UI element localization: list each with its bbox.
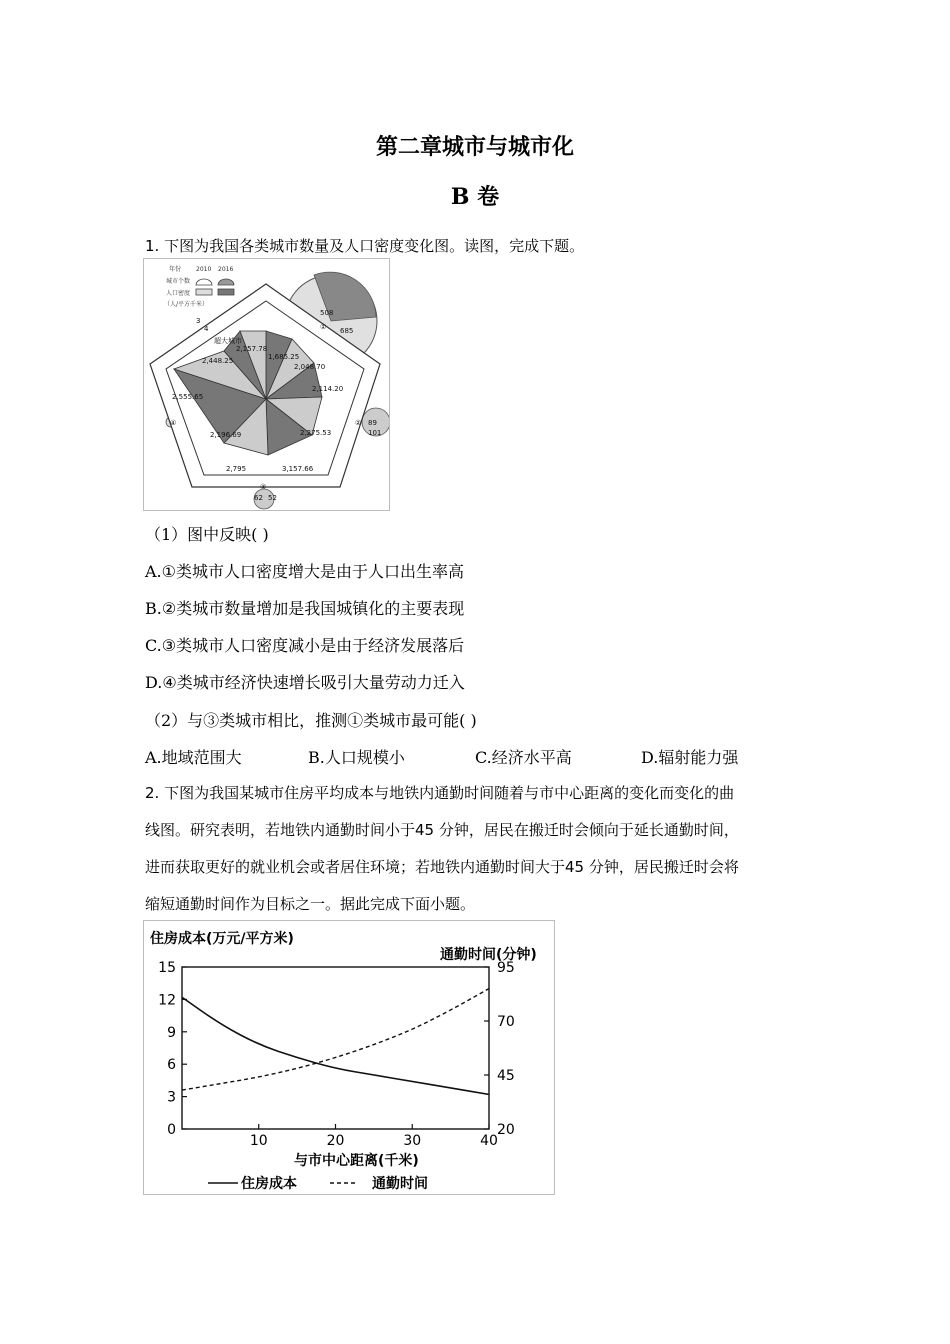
count-3b: 52	[268, 494, 277, 502]
legend-commute-time: 通勤时间	[372, 1176, 428, 1192]
city-1-marker: ①	[320, 323, 327, 331]
series-line-0	[182, 997, 489, 1094]
sub2-option-d: D.辐射能力强	[641, 748, 739, 767]
question-1-stem: 1. 下图为我国各类城市数量及人口密度变化图。读图，完成下题。	[145, 237, 585, 255]
question-2-line-2: 线图。研究表明，若地铁内通勤时间小于45 分钟，居民在搬迁时会倾向于延长通勤时间，	[145, 821, 739, 839]
x-tick-label-3: 40	[480, 1133, 498, 1149]
y2-tick-label-2: 70	[497, 1014, 515, 1030]
chart-legend	[208, 1175, 428, 1192]
sub2-option-b: B.人口规模小	[308, 748, 405, 767]
density-g: 2,196.69	[210, 431, 242, 439]
x-tick-label-2: 30	[403, 1133, 422, 1149]
sub1-option-c: C.③类城市人口密度减小是由于经济发展落后	[145, 636, 465, 655]
density-b: 1,685.25	[268, 353, 300, 361]
y2-tick-label-3: 95	[497, 960, 515, 976]
y-tick-label-4: 12	[158, 992, 176, 1009]
housing-commute-chart	[143, 920, 555, 1195]
count-2b: 101	[368, 429, 382, 437]
density-i: 2,795	[226, 465, 247, 473]
sub1-option-d: D.④类城市经济快速增长吸引大量劳动力迁入	[145, 673, 465, 692]
sub-question-1-stem: （1）图中反映( )	[145, 525, 269, 544]
x-tick-label-1: 20	[326, 1133, 345, 1149]
plot-frame	[182, 967, 489, 1129]
x-axis-label: 与市中心距离(千米)	[294, 1153, 419, 1169]
question-2-line-4: 缩短通勤时间作为目标之一。据此完成下面小题。	[145, 895, 476, 913]
legend-density-unit: （人/平方千米）	[164, 301, 209, 308]
legend-year-2010: 2010	[196, 266, 212, 273]
y-tick-label-0: 0	[167, 1122, 176, 1138]
page-subtitle: B 卷	[450, 184, 500, 210]
count-4b: 4	[204, 325, 209, 333]
x-tick-label-0: 10	[249, 1133, 268, 1149]
count-3a: 62	[254, 494, 263, 502]
y2-tick-label-1: 45	[497, 1068, 515, 1084]
y2-axis-label: 通勤时间(分钟)	[440, 947, 537, 963]
legend-year-label: 年份	[169, 266, 182, 273]
line-chart-svg	[144, 921, 554, 1194]
city-2-marker: ②	[355, 419, 362, 427]
density-f: 2,555.65	[172, 393, 204, 401]
question-2-line-3: 进而获取更好的就业机会或者居住环境；若地铁内通勤时间大于45 分钟，居民搬迁时会将	[145, 858, 739, 876]
center-top-label: 超大城市	[214, 337, 242, 345]
city-count-density-figure	[143, 258, 390, 511]
sub2-option-c: C.经济水平高	[475, 748, 572, 767]
y-tick-label-5: 15	[158, 960, 176, 976]
y-tick-label-1: 3	[167, 1089, 176, 1106]
city-3-marker: ③	[260, 483, 267, 491]
legend-count-label: 城市个数	[166, 278, 191, 285]
series-line-1	[182, 989, 489, 1091]
sub1-option-b: B.②类城市数量增加是我国城镇化的主要表现	[145, 599, 465, 618]
count-1: 508	[320, 309, 334, 317]
density-d: 2,048.70	[294, 363, 326, 371]
density-c: 2,448.25	[202, 357, 234, 365]
legend-year-2016: 2016	[218, 266, 234, 273]
density-a: 2,157.78	[236, 345, 268, 353]
page-title: 第二章城市与城市化	[375, 134, 574, 160]
legend-housing-cost: 住房成本	[241, 1176, 297, 1192]
y2-tick-label-0: 20	[497, 1122, 515, 1138]
y-tick-label-3: 9	[167, 1024, 176, 1041]
y-axis-label: 住房成本(万元/平方米)	[150, 931, 294, 947]
density-h: 2,275.53	[300, 429, 332, 437]
sub2-option-a: A.地域范围大	[145, 748, 242, 767]
legend-density-label: 人口密度	[166, 290, 191, 297]
city-4-marker: ④	[170, 419, 177, 427]
sub-question-2-stem: （2）与③类城市相比，推测①类城市最可能( )	[145, 711, 477, 730]
figure-legend	[164, 265, 234, 308]
count-1b: 685	[340, 327, 354, 335]
y-tick-label-2: 6	[167, 1057, 176, 1074]
city-pentagon-diagram	[144, 259, 389, 510]
count-2a: 89	[368, 419, 377, 427]
sub1-option-a: A.①类城市人口密度增大是由于人口出生率高	[145, 562, 464, 581]
density-j: 3,157.66	[282, 465, 314, 473]
density-e: 2,114.20	[312, 385, 344, 393]
question-2-line-1: 2. 下图为我国某城市住房平均成本与地铁内通勤时间随着与市中心距离的变化而变化的曲	[145, 784, 735, 802]
count-4a: 3	[196, 317, 201, 325]
